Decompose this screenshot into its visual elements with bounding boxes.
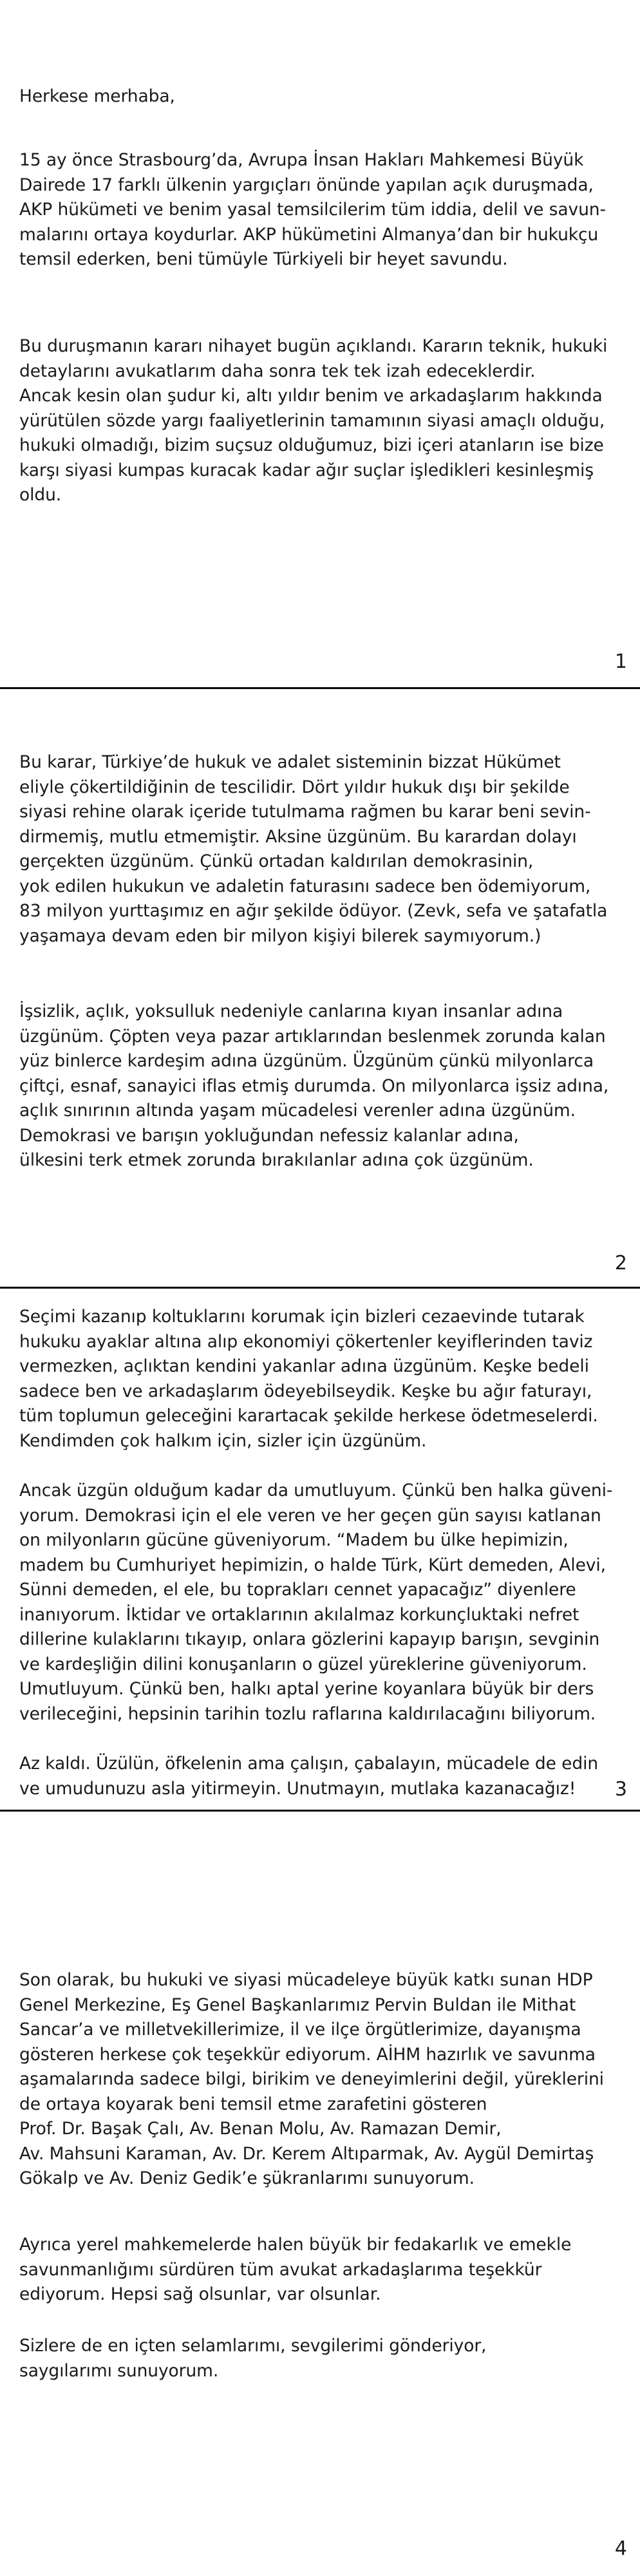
page-number: 4 xyxy=(614,2537,627,2560)
page-number: 1 xyxy=(614,650,627,673)
paragraph: Sizlere de en içten selamlarımı, sevgilerimi gönderiyor, saygılarımı sunuyorum. xyxy=(19,2336,487,2381)
page-divider xyxy=(0,1287,640,1289)
page-divider xyxy=(0,687,640,689)
paragraph: Ancak üzgün olduğum kadar da umutluyum. Çünkü ben halka güveni- yorum. Demokrasi için el ele veren ve her geçen gün sayısı katlanan on milyonların gücüne güveniyorum. “Madem bu ülke hepimizin, madem bu Cumhuriyet hepimizin, o halde Türk, Kürt demeden, Alevi, Sünni demeden, el ele, bu toprakları cennet yapacağız” diyenlere inanıyorum. İktidar ve ortaklarının akılalmaz korkunçluktaki nefret dillerine kulaklarını tıkayıp, onlara gözlerini kapayıp barışın, sevginin ve kardeşliğin dilini konuşanların o güzel yüreklerine güveniyorum. Umutluyum. Çünkü ben, halkı aptal yerine koyanlara büyük bir ders verileceğini, hepsinin tarihin tozlu raflarına kaldırılacağını biliyorum. xyxy=(19,1481,613,1724)
paragraph: 15 ay önce Strasbourg’da, Avrupa İnsan Hakları Mahkemesi Büyük Dairede 17 farklı ülkenin yargıçları önünde yapılan açık duruşmada, AKP hükümeti ve benim yasal temsilcilerim tüm iddia, delil ve savun- malarını ortaya koydurlar. AKP hükümetini Almanya’dan bir hukukçu temsil ederken, beni tümüyle Türkiyeli bir heyet savundu. xyxy=(19,150,606,269)
paragraph: Seçimi kazanıp koltuklarını korumak için bizleri cezaevinde tutarak hukuku ayaklar altına alıp ekonomiyi çökertenler keyiflerinden taviz vermezken, açlıktan kendini yakanlar adına üzgünüm. Keşke bedeli sadece ben ve arkadaşlarım ödeyebilseydik. Keşke bu ağır faturayı, tüm toplumun geleceğini karartacak şekilde herkese ödetmeselerdi. Kendimden çok halkım için, sizler için üzgünüm. xyxy=(19,1307,598,1451)
paragraph: Bu duruşmanın kararı nihayet bugün açıklandı. Kararın teknik, hukuki detaylarını avukatlarım daha sonra tek tek izah edeceklerdir. Ancak kesin olan şudur ki, altı yıldır benim ve arkadaşlarım hakkında yürütülen sözde yargı faaliyetlerinin tamamının siyasi amaçlı olduğu, hukuki olmadığı, bizim suçsuz olduğumuz, bizi içeri atanların ise bize karşı siyasi kumpas kuracak kadar ağır suçlar işledikleri kesinleşmiş oldu. xyxy=(19,336,608,505)
page-number: 3 xyxy=(614,1778,627,1801)
paragraph: İşsizlik, açlık, yoksulluk nedeniyle canlarına kıyan insanlar adına üzgünüm. Çöpten veya pazar artıklarından beslenmek zorunda kalan yüz binlerce kardeşim adına üzgünüm. Üzgünüm çünkü milyonlarca çiftçi, esnaf, sanayici iflas etmiş durumda. On milyonlarca işsiz adına, açlık sınırının altında yaşam mücadelesi verenler adına üzgünüm. Demokrasi ve barışın yokluğundan nefessiz kalanlar adına, ülkesini terk etmek zorunda bırakılanlar adına çok üzgünüm. xyxy=(19,1001,609,1170)
paragraph: Az kaldı. Üzülün, öfkelenin ama çalışın, çabalayın, mücadele de edin ve umudunuzu asla yitirmeyin. Unutmayın, mutlaka kazanacağız! xyxy=(19,1754,599,1799)
paragraph: Ayrıca yerel mahkemelerde halen büyük bir fedakarlık ve emekle savunmanlığımı sürdüren tüm avukat arkadaşlarıma teşekkür ediyorum. Hepsi sağ olsunlar, var olsunlar. xyxy=(19,2235,572,2304)
paragraph: Herkese merhaba, xyxy=(19,86,175,106)
paragraph: Bu karar, Türkiye’de hukuk ve adalet sisteminin bizzat Hükümet eliyle çökertildiğinin de tescilidir. Dört yıldır hukuk dışı bir şekilde siyasi rehine olarak içeride tutulmama rağmen bu karar beni sevin- dirmemiş, mutlu etmemiştir. Aksine üzgünüm. Bu karardan dolayı gerçekten üzgünüm. Çünkü ortadan kaldırılan demokrasinin, yok edilen hukukun ve adaletin faturasını sadece ben ödemiyorum, 83 milyon yurttaşımız en ağır şekilde ödüyor. (Zevk, sefa ve şatafatla yaşamaya devam eden bir milyon kişiyi bilerek saymıyorum.) xyxy=(19,752,608,946)
page-number: 2 xyxy=(614,1252,627,1274)
paragraph: Son olarak, bu hukuki ve siyasi mücadeleye büyük katkı sunan HDP Genel Merkezine, Eş Genel Başkanlarımız Pervin Buldan ile Mithat Sancar’a ve milletvekillerimize, il ve ilçe örgütlerimize, dayanışma gösteren herkese çok teşekkür ediyorum. AİHM hazırlık ve savunma aşamalarında sadece bilgi, birikim ve deneyimlerini değil, yüreklerini de ortaya koyarak beni temsil etme zarafetini gösteren Prof. Dr. Başak Çalı, Av. Benan Molu, Av. Ramazan Demir, Av. Mahsuni Karaman, Av. Dr. Kerem Altıparmak, Av. Aygül Demirtaş Gökalp ve Av. Deniz Gedik’e şükranlarımı sunuyorum. xyxy=(19,1970,604,2188)
page-divider xyxy=(0,1810,640,1812)
